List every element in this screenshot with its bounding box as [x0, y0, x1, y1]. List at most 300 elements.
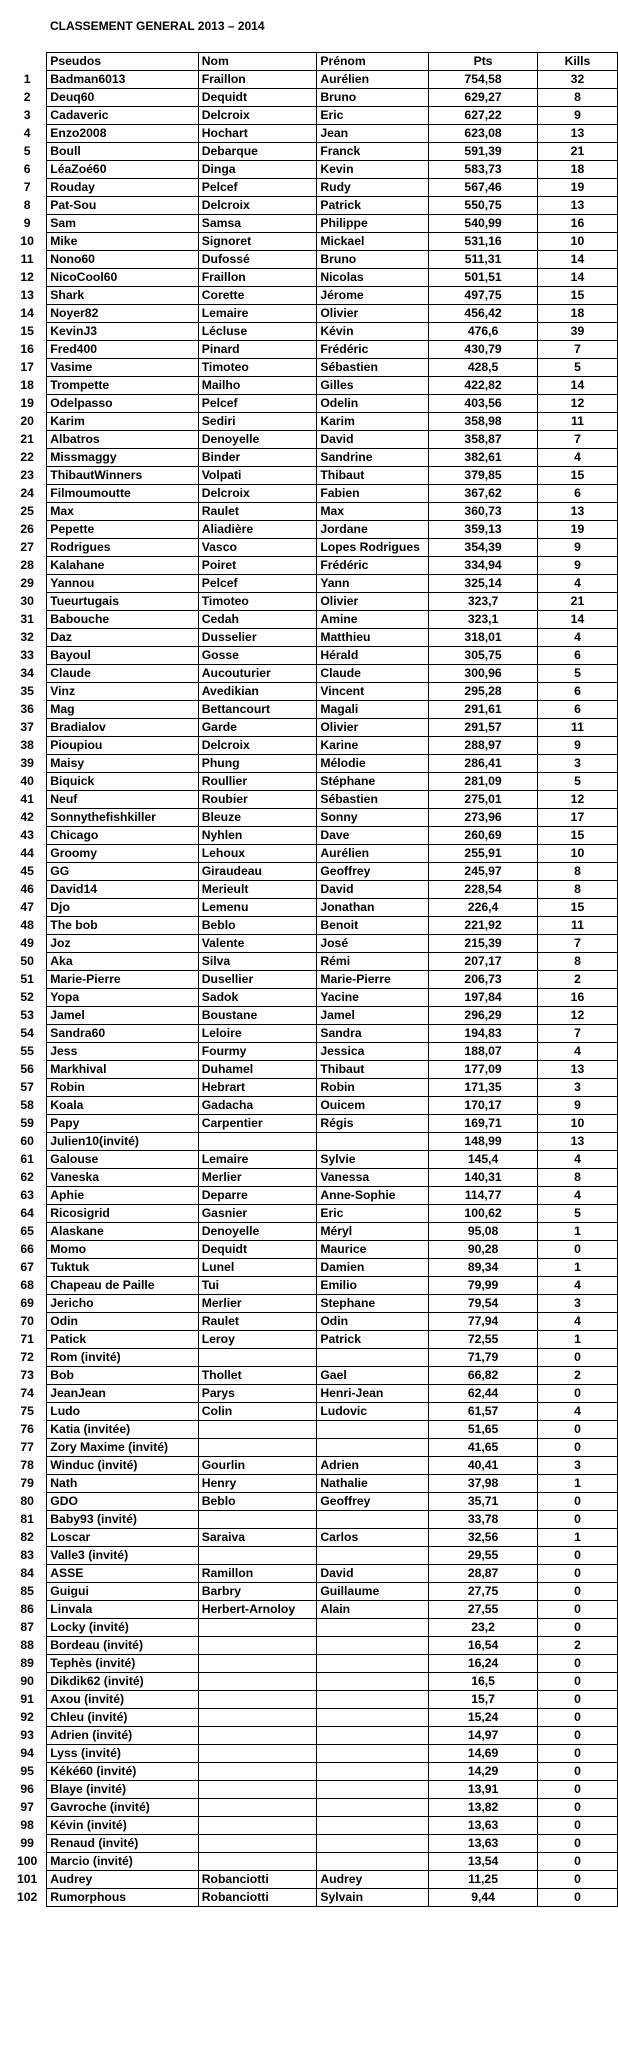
nom-cell: Fourmy [198, 1043, 317, 1061]
nom-cell: Pelcef [198, 179, 317, 197]
pts-cell: 403,56 [429, 395, 538, 413]
rank-cell: 35 [20, 684, 34, 698]
prenom-cell [317, 1799, 429, 1817]
table-row [8, 1511, 618, 1529]
prenom-cell: Jamel [317, 1007, 429, 1025]
table-row [8, 1097, 618, 1115]
nom-cell: Timoteo [198, 359, 317, 377]
table-row [8, 251, 618, 269]
nom-cell: Pelcef [198, 575, 317, 593]
prenom-cell [317, 1637, 429, 1655]
nom-cell: Fraillon [198, 269, 317, 287]
table-row [8, 1259, 618, 1277]
pseudo-cell: Galouse [47, 1151, 198, 1169]
table-row [8, 341, 618, 359]
kills-cell: 15 [537, 287, 617, 305]
rank-cell: 71 [20, 1332, 34, 1346]
rank-cell: 31 [20, 612, 34, 626]
kills-cell: 19 [537, 179, 617, 197]
nom-cell: Leloire [198, 1025, 317, 1043]
pseudo-cell: Pat-Sou [47, 197, 198, 215]
pseudo-cell: Odelpasso [47, 395, 198, 413]
nom-cell: Corette [198, 287, 317, 305]
rank-cell: 14 [20, 306, 34, 320]
pts-cell: 14,97 [429, 1727, 538, 1745]
pts-cell: 62,44 [429, 1385, 538, 1403]
kills-cell: 0 [537, 1853, 617, 1871]
rank-cell: 100 [16, 1854, 38, 1868]
table-row [8, 1565, 618, 1583]
kills-cell: 0 [537, 1547, 617, 1565]
table-row [8, 1115, 618, 1133]
prenom-cell: Olivier [317, 719, 429, 737]
kills-cell: 3 [537, 1457, 617, 1475]
kills-cell: 9 [537, 539, 617, 557]
nom-cell: Ramillon [198, 1565, 317, 1583]
prenom-cell: Vincent [317, 683, 429, 701]
prenom-cell: Claude [317, 665, 429, 683]
header-pts: Pts [429, 53, 538, 71]
table-row [8, 647, 618, 665]
pseudo-cell: ASSE [47, 1565, 198, 1583]
pts-cell: 16,54 [429, 1637, 538, 1655]
nom-cell [198, 1835, 317, 1853]
prenom-cell: Eric [317, 107, 429, 125]
rank-cell: 57 [20, 1080, 34, 1094]
kills-cell: 12 [537, 395, 617, 413]
rank-cell: 16 [20, 342, 34, 356]
table-row [8, 665, 618, 683]
table-row [8, 71, 618, 89]
kills-cell: 0 [537, 1565, 617, 1583]
kills-cell: 0 [537, 1439, 617, 1457]
prenom-cell: Rudy [317, 179, 429, 197]
kills-cell: 4 [537, 1151, 617, 1169]
prenom-cell: Méryl [317, 1223, 429, 1241]
pts-cell: 27,55 [429, 1601, 538, 1619]
pseudo-cell: Rom (invité) [47, 1349, 198, 1367]
kills-cell: 16 [537, 989, 617, 1007]
nom-cell: Dusellier [198, 971, 317, 989]
pts-cell: 221,92 [429, 917, 538, 935]
pseudo-cell: Patick [47, 1331, 198, 1349]
table-row [8, 485, 618, 503]
table-row [8, 1637, 618, 1655]
table-row [8, 863, 618, 881]
nom-cell: Herbert-Arnoloy [198, 1601, 317, 1619]
prenom-cell: Kevin [317, 161, 429, 179]
table-row [8, 1223, 618, 1241]
pts-cell: 140,31 [429, 1169, 538, 1187]
pts-cell: 13,54 [429, 1853, 538, 1871]
pts-cell: 754,58 [429, 71, 538, 89]
kills-cell: 0 [537, 1709, 617, 1727]
kills-cell: 14 [537, 251, 617, 269]
prenom-cell [317, 1619, 429, 1637]
kills-cell: 16 [537, 215, 617, 233]
pseudo-cell: Noyer82 [47, 305, 198, 323]
pts-cell: 40,41 [429, 1457, 538, 1475]
pts-cell: 145,4 [429, 1151, 538, 1169]
prenom-cell [317, 1439, 429, 1457]
rank-cell: 86 [20, 1602, 34, 1616]
pseudo-cell: Bob [47, 1367, 198, 1385]
prenom-cell: Benoit [317, 917, 429, 935]
kills-cell: 4 [537, 1043, 617, 1061]
nom-cell: Robanciotti [198, 1889, 317, 1907]
pts-cell: 275,01 [429, 791, 538, 809]
table-row [8, 701, 618, 719]
kills-cell: 5 [537, 773, 617, 791]
nom-cell [198, 1349, 317, 1367]
pts-cell: 14,69 [429, 1745, 538, 1763]
nom-cell: Leroy [198, 1331, 317, 1349]
pts-cell: 428,5 [429, 359, 538, 377]
nom-cell: Lemaire [198, 1151, 317, 1169]
pts-cell: 41,65 [429, 1439, 538, 1457]
kills-cell: 0 [537, 1583, 617, 1601]
table-row [8, 809, 618, 827]
pseudo-cell: Marie-Pierre [47, 971, 198, 989]
rank-cell: 72 [20, 1350, 34, 1364]
nom-cell [198, 1655, 317, 1673]
table-row [8, 1025, 618, 1043]
pts-cell: 531,16 [429, 233, 538, 251]
rank-cell: 39 [20, 756, 34, 770]
header-prenom: Prénom [317, 53, 429, 71]
pts-cell: 281,09 [429, 773, 538, 791]
pts-cell: 550,75 [429, 197, 538, 215]
kills-cell: 10 [537, 233, 617, 251]
pts-cell: 255,91 [429, 845, 538, 863]
nom-cell: Volpati [198, 467, 317, 485]
pts-cell: 61,57 [429, 1403, 538, 1421]
kills-cell: 0 [537, 1601, 617, 1619]
rank-cell: 25 [20, 504, 34, 518]
pseudo-cell: KevinJ3 [47, 323, 198, 341]
rank-cell: 64 [20, 1206, 34, 1220]
nom-cell: Cedah [198, 611, 317, 629]
table-row [8, 719, 618, 737]
rank-cell: 96 [20, 1782, 34, 1796]
pseudo-cell: Linvala [47, 1601, 198, 1619]
table-row [8, 881, 618, 899]
prenom-cell: Nathalie [317, 1475, 429, 1493]
prenom-cell: Damien [317, 1259, 429, 1277]
prenom-cell: Patrick [317, 1331, 429, 1349]
prenom-cell: Stéphane [317, 773, 429, 791]
rank-cell: 29 [20, 576, 34, 590]
kills-cell: 14 [537, 611, 617, 629]
nom-cell: Delcroix [198, 737, 317, 755]
pseudo-cell: Claude [47, 665, 198, 683]
pseudo-cell: Enzo2008 [47, 125, 198, 143]
nom-cell: Sadok [198, 989, 317, 1007]
rank-cell: 10 [20, 234, 34, 248]
table-row [8, 1205, 618, 1223]
kills-cell: 0 [537, 1835, 617, 1853]
prenom-cell [317, 1133, 429, 1151]
table-row [8, 1889, 618, 1907]
prenom-cell: Sébastien [317, 359, 429, 377]
prenom-cell [317, 1817, 429, 1835]
kills-cell: 15 [537, 827, 617, 845]
table-row [8, 1817, 618, 1835]
table-row [8, 1187, 618, 1205]
nom-cell: Delcroix [198, 485, 317, 503]
kills-cell: 4 [537, 575, 617, 593]
nom-cell: Colin [198, 1403, 317, 1421]
nom-cell: Bettancourt [198, 701, 317, 719]
pseudo-cell: Papy [47, 1115, 198, 1133]
prenom-cell: Bruno [317, 251, 429, 269]
rank-cell: 24 [20, 486, 34, 500]
nom-cell: Roullier [198, 773, 317, 791]
pseudo-cell: Momo [47, 1241, 198, 1259]
pts-cell: 33,78 [429, 1511, 538, 1529]
prenom-cell [317, 1853, 429, 1871]
nom-cell: Mailho [198, 377, 317, 395]
kills-cell: 2 [537, 971, 617, 989]
kills-cell: 0 [537, 1619, 617, 1637]
nom-cell: Dinga [198, 161, 317, 179]
nom-cell: Hebrart [198, 1079, 317, 1097]
pseudo-cell: Rodrigues [47, 539, 198, 557]
nom-cell: Garde [198, 719, 317, 737]
pseudo-cell: Albatros [47, 431, 198, 449]
table-row [8, 287, 618, 305]
prenom-cell: Karine [317, 737, 429, 755]
nom-cell: Phung [198, 755, 317, 773]
pseudo-cell: NicoCool60 [47, 269, 198, 287]
prenom-cell: Franck [317, 143, 429, 161]
rank-cell: 7 [23, 180, 31, 194]
table-row [8, 575, 618, 593]
nom-cell [198, 1745, 317, 1763]
prenom-cell: Matthieu [317, 629, 429, 647]
prenom-cell [317, 1547, 429, 1565]
nom-cell: Barbry [198, 1583, 317, 1601]
nom-cell: Samsa [198, 215, 317, 233]
prenom-cell: Olivier [317, 593, 429, 611]
pseudo-cell: Odin [47, 1313, 198, 1331]
prenom-cell: David [317, 1565, 429, 1583]
kills-cell: 5 [537, 665, 617, 683]
pts-cell: 323,1 [429, 611, 538, 629]
pseudo-cell: Lyss (invité) [47, 1745, 198, 1763]
rank-cell: 36 [20, 702, 34, 716]
kills-cell: 1 [537, 1331, 617, 1349]
kills-cell: 14 [537, 269, 617, 287]
prenom-cell: Jean [317, 125, 429, 143]
rank-cell: 98 [20, 1818, 34, 1832]
pseudo-cell: Bayoul [47, 647, 198, 665]
prenom-cell: Robin [317, 1079, 429, 1097]
pseudo-cell: Baby93 (invité) [47, 1511, 198, 1529]
table-row [8, 1169, 618, 1187]
prenom-cell: Hérald [317, 647, 429, 665]
nom-cell: Valente [198, 935, 317, 953]
kills-cell: 13 [537, 125, 617, 143]
prenom-cell [317, 1745, 429, 1763]
nom-cell: Signoret [198, 233, 317, 251]
kills-cell: 21 [537, 143, 617, 161]
pts-cell: 66,82 [429, 1367, 538, 1385]
table-row [8, 413, 618, 431]
prenom-cell: Emilio [317, 1277, 429, 1295]
rank-cell: 40 [20, 774, 34, 788]
nom-cell: Aliadière [198, 521, 317, 539]
pseudo-cell: Aka [47, 953, 198, 971]
kills-cell: 11 [537, 917, 617, 935]
nom-cell: Pelcef [198, 395, 317, 413]
rank-cell: 61 [20, 1152, 34, 1166]
prenom-cell: Lopes Rodrigues [317, 539, 429, 557]
kills-cell: 6 [537, 701, 617, 719]
ranking-table-body [8, 53, 618, 1907]
nom-cell: Beblo [198, 917, 317, 935]
table-row [8, 1547, 618, 1565]
pts-cell: 215,39 [429, 935, 538, 953]
pseudo-cell: Julien10(invité) [47, 1133, 198, 1151]
kills-cell: 1 [537, 1475, 617, 1493]
pseudo-cell: GG [47, 863, 198, 881]
pts-cell: 13,82 [429, 1799, 538, 1817]
nom-cell [198, 1853, 317, 1871]
prenom-cell [317, 1709, 429, 1727]
pts-cell: 27,75 [429, 1583, 538, 1601]
nom-cell: Delcroix [198, 107, 317, 125]
pts-cell: 260,69 [429, 827, 538, 845]
nom-cell: Silva [198, 953, 317, 971]
pts-cell: 501,51 [429, 269, 538, 287]
kills-cell: 39 [537, 323, 617, 341]
rank-cell: 1 [23, 72, 31, 86]
pts-cell: 79,99 [429, 1277, 538, 1295]
nom-cell: Dusselier [198, 629, 317, 647]
prenom-cell: Sandra [317, 1025, 429, 1043]
kills-cell: 7 [537, 935, 617, 953]
nom-cell: Deparre [198, 1187, 317, 1205]
rank-cell: 80 [20, 1494, 34, 1508]
kills-cell: 6 [537, 485, 617, 503]
kills-cell: 7 [537, 431, 617, 449]
kills-cell: 8 [537, 863, 617, 881]
rank-cell: 91 [20, 1692, 34, 1706]
prenom-cell: Guillaume [317, 1583, 429, 1601]
rank-cell: 19 [20, 396, 34, 410]
pseudo-cell: Blaye (invité) [47, 1781, 198, 1799]
pts-cell: 627,22 [429, 107, 538, 125]
rank-cell: 17 [20, 360, 34, 374]
pseudo-cell: Badman6013 [47, 71, 198, 89]
rank-cell: 12 [20, 270, 34, 284]
kills-cell: 3 [537, 1079, 617, 1097]
prenom-cell: José [317, 935, 429, 953]
prenom-cell: Régis [317, 1115, 429, 1133]
kills-cell: 1 [537, 1259, 617, 1277]
table-row [8, 503, 618, 521]
table-row [8, 233, 618, 251]
pseudo-cell: Sonnythefishkiller [47, 809, 198, 827]
prenom-cell: Gael [317, 1367, 429, 1385]
kills-cell: 13 [537, 503, 617, 521]
table-row [8, 1691, 618, 1709]
table-row [8, 1133, 618, 1151]
prenom-cell: Gilles [317, 377, 429, 395]
pseudo-cell: Yopa [47, 989, 198, 1007]
nom-cell: Avedikian [198, 683, 317, 701]
prenom-cell: Sylvain [317, 1889, 429, 1907]
kills-cell: 6 [537, 647, 617, 665]
pts-cell: 456,42 [429, 305, 538, 323]
kills-cell: 0 [537, 1799, 617, 1817]
table-row [8, 269, 618, 287]
pseudo-cell: Axou (invité) [47, 1691, 198, 1709]
prenom-cell [317, 1421, 429, 1439]
pts-cell: 197,84 [429, 989, 538, 1007]
pseudo-cell: Cadaveric [47, 107, 198, 125]
nom-cell [198, 1691, 317, 1709]
pts-cell: 591,39 [429, 143, 538, 161]
pseudo-cell: ThibautWinners [47, 467, 198, 485]
table-row [8, 593, 618, 611]
prenom-cell: Sandrine [317, 449, 429, 467]
prenom-cell: Jessica [317, 1043, 429, 1061]
header-pseudo: Pseudos [47, 53, 198, 71]
pseudo-cell: Daz [47, 629, 198, 647]
nom-cell: Aucouturier [198, 665, 317, 683]
nom-cell: Raulet [198, 1313, 317, 1331]
kills-cell: 0 [537, 1691, 617, 1709]
pts-cell: 273,96 [429, 809, 538, 827]
pseudo-cell: Joz [47, 935, 198, 953]
table-row [8, 1079, 618, 1097]
nom-cell: Binder [198, 449, 317, 467]
kills-cell: 0 [537, 1349, 617, 1367]
pseudo-cell: Shark [47, 287, 198, 305]
pts-cell: 422,82 [429, 377, 538, 395]
pseudo-cell: Dikdik62 (invité) [47, 1673, 198, 1691]
table-row [8, 215, 618, 233]
pseudo-cell: Djo [47, 899, 198, 917]
kills-cell: 9 [537, 1097, 617, 1115]
rank-cell: 88 [20, 1638, 34, 1652]
rank-cell: 49 [20, 936, 34, 950]
table-row [8, 827, 618, 845]
rank-cell: 62 [20, 1170, 34, 1184]
rank-cell: 75 [20, 1404, 34, 1418]
table-row [8, 305, 618, 323]
table-row [8, 1439, 618, 1457]
rank-cell: 15 [20, 324, 34, 338]
prenom-cell: Jérome [317, 287, 429, 305]
nom-cell: Denoyelle [198, 431, 317, 449]
pts-cell: 13,63 [429, 1817, 538, 1835]
prenom-cell: Frédéric [317, 341, 429, 359]
table-row [8, 467, 618, 485]
pseudo-cell: Loscar [47, 1529, 198, 1547]
pts-cell: 77,94 [429, 1313, 538, 1331]
prenom-cell: Nicolas [317, 269, 429, 287]
rank-cell: 67 [20, 1260, 34, 1274]
kills-cell: 8 [537, 1169, 617, 1187]
prenom-cell: Ouicem [317, 1097, 429, 1115]
kills-cell: 15 [537, 899, 617, 917]
rank-cell: 3 [23, 108, 31, 122]
kills-cell: 10 [537, 845, 617, 863]
rank-cell: 55 [20, 1044, 34, 1058]
